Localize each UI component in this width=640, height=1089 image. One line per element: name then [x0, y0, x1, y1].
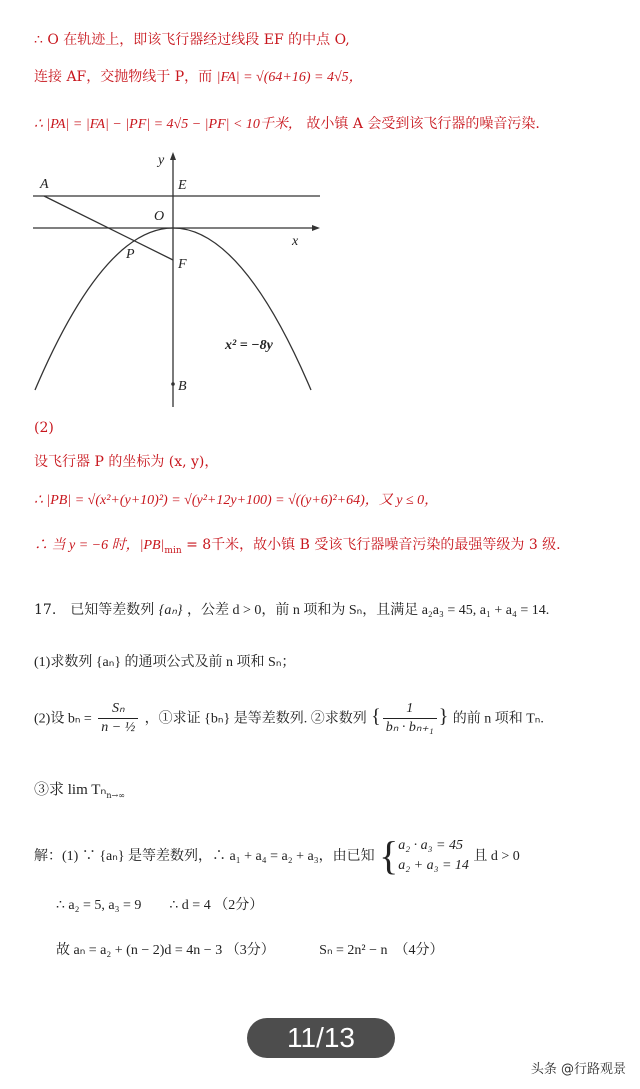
math-expression: ∴ |PB| = √(x²+(y+10)²) = √(y²+12y+100) = √((y+6)²+64)，又 y ≤ 0， [34, 493, 439, 508]
question-text: ③求 lim Tₙ [34, 782, 107, 798]
point-a-label: A [40, 177, 49, 192]
limit-subscript: n→∞ [106, 790, 125, 800]
q17-part2 [34, 700, 544, 737]
page-indicator: 11/13 [247, 1018, 395, 1058]
system-equation-2: a₂ + a₃ = 14 [398, 858, 469, 873]
solution-text: ∴ O 在轨迹上，即该飞行器经过线段 EF 的中点 O, [34, 32, 350, 48]
system-brace: { [379, 833, 399, 878]
q17-solution-line1 [34, 833, 520, 878]
point-b [171, 382, 175, 386]
fraction-sn [98, 700, 138, 737]
parabola-equation: x² = −8y [225, 338, 273, 353]
solution-line-pb-distance [34, 490, 438, 511]
point-f-label: F [178, 257, 187, 272]
solution-text: = 8千米，故小镇 B 受该飞行器噪音污染的最强等级为 3 级. [181, 537, 561, 553]
solution-text: Sₙ = 2n² − n （4分） [319, 943, 444, 958]
math-expression: ∴ |PA| = |FA| − |PF| = 4√5 − |PF| < 10千米， [34, 117, 302, 132]
question-conditions: ，公差 d > 0，前 n 项和为 Sₙ，且满足 a₂a₃ = 45, a₁ + a₄ = 14. [186, 603, 550, 618]
question-text: ，①求证 {bₙ} 是等差数列. ②求数列 [144, 711, 367, 727]
question-text: (2)设 bₙ = [34, 711, 92, 727]
math-expression: ∴ 当 y = −6 时，|PB| [34, 538, 165, 553]
parabola-diagram [30, 152, 330, 412]
point-e-label: E [178, 178, 187, 193]
solution-text: ∴ a₂ = 5, a₃ = 9 ∴ d = 4 （2分） [56, 898, 264, 913]
q17-stem [34, 600, 549, 621]
fraction-reciprocal [383, 700, 437, 737]
q17-part1 [34, 652, 295, 673]
math-expression: |FA| = √(64+16) = 4√5， [216, 70, 363, 85]
subscript-min: min [164, 545, 182, 556]
y-axis-arrow [170, 152, 176, 160]
solution-line-coordinates [34, 452, 218, 472]
fraction-numerator: 1 [383, 700, 437, 719]
q17-solution-line3 [56, 940, 444, 961]
watermark: 头条 @行路观景 [530, 1062, 626, 1077]
sequence-notation: {aₙ} [158, 603, 183, 618]
solution-text: 连接 AF，交抛物线于 P，而 [34, 69, 213, 85]
point-p-label: P [126, 247, 135, 262]
equation-system [398, 836, 469, 876]
system-equation-1: a₂ · a₃ = 45 [398, 838, 463, 853]
solution-text: 且 d > 0 [473, 849, 520, 864]
y-axis-label: y [158, 153, 165, 168]
q17-solution-line2 [56, 895, 263, 916]
question-number-text: 17. 已知等差数列 [34, 602, 155, 618]
x-axis-arrow [312, 225, 320, 231]
x-axis-label: x [292, 234, 299, 249]
point-b-label: B [178, 379, 187, 394]
origin-label: O [154, 209, 165, 224]
solution-text: 故小镇 A 会受到该飞行器的噪音污染. [306, 116, 540, 132]
solution-text: 解：(1) ∵ {aₙ} 是等差数列，∴ a₁ + a₄ = a₂ + a₃，由已知 [34, 849, 375, 864]
part2-heading: (2) [34, 420, 54, 436]
question-text: (1)求数列 {aₙ} 的通项公式及前 n 项和 Sₙ； [34, 655, 296, 670]
q17-part3 [34, 780, 125, 806]
solution-line-connect-af [34, 67, 363, 88]
question-text: 的前 n 项和 Tₙ. [452, 711, 544, 727]
solution-line-midpoint [34, 30, 350, 50]
solution-line-pa-distance [34, 114, 540, 135]
left-brace: { [371, 705, 381, 728]
fraction-denominator: bₙ · bₙ₊₁ [385, 720, 434, 735]
right-brace: } [438, 705, 449, 728]
fraction-denominator: n − ½ [101, 720, 136, 735]
solution-line-min-distance [34, 535, 561, 561]
solution-text: 故 aₙ = a₂ + (n − 2)d = 4n − 3 （3分） [56, 943, 275, 958]
fraction-numerator: Sₙ [98, 700, 138, 719]
solution-text: 设飞行器 P 的坐标为 (x, y)， [34, 454, 219, 470]
